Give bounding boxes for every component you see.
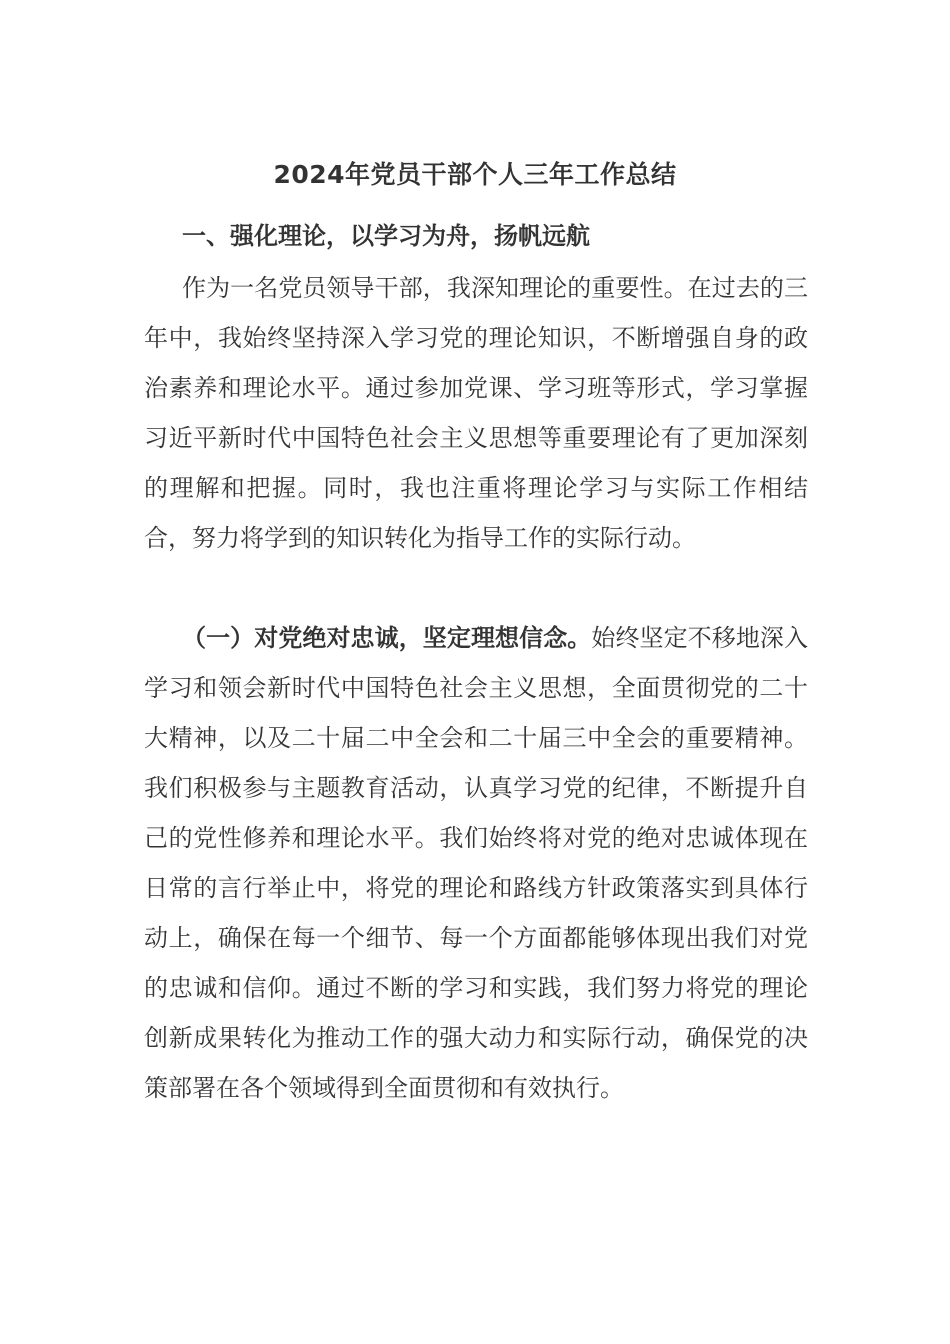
document-title: 2024年党员干部个人三年工作总结 bbox=[273, 160, 677, 189]
paragraph-theory: 作为一名党员领导干部，我深知理论的重要性。在过去的三年中，我始终坚持深入学习党的理论知识，不断增强自身的政治素养和理论水平。通过参加党课、学习班等形式，学习掌握习近平新时代中国特色社会主义思想等重要理论有了更加深刻的理解和把握。同时，我也注重将理论学习与实际工作相结合，努力将学到的知识转化为指导工作的实际行动。 bbox=[144, 274, 808, 552]
paragraph-lead: （一）对党绝对忠诚，坚定理想信念。 bbox=[182, 624, 592, 652]
paragraph-body: 始终坚定不移地深入学习和领会新时代中国特色社会主义思想，全面贯彻党的二十大精神，以及二十届二中全会和二十届三中全会的重要精神。我们积极参与主题教育活动，认真学习党的纪律，不断提升自己的党性修养和理论水平。我们始终将对党的绝对忠诚体现在日常的言行举止中，将党的理论和路线方针政策落实到具体行动上，确保在每一个细节、每一个方面都能够体现出我们对党的忠诚和信仰。通过不断的学习和实践，我们努力将党的理论创新成果转化为推动工作的强大动力和实际行动，确保党的决策部署在各个领域得到全面贯彻和有效执行。 bbox=[144, 624, 808, 1102]
section-heading: 一、强化理论，以学习为舟，扬帆远航 bbox=[182, 222, 590, 250]
paragraph-loyalty bbox=[144, 613, 808, 1113]
